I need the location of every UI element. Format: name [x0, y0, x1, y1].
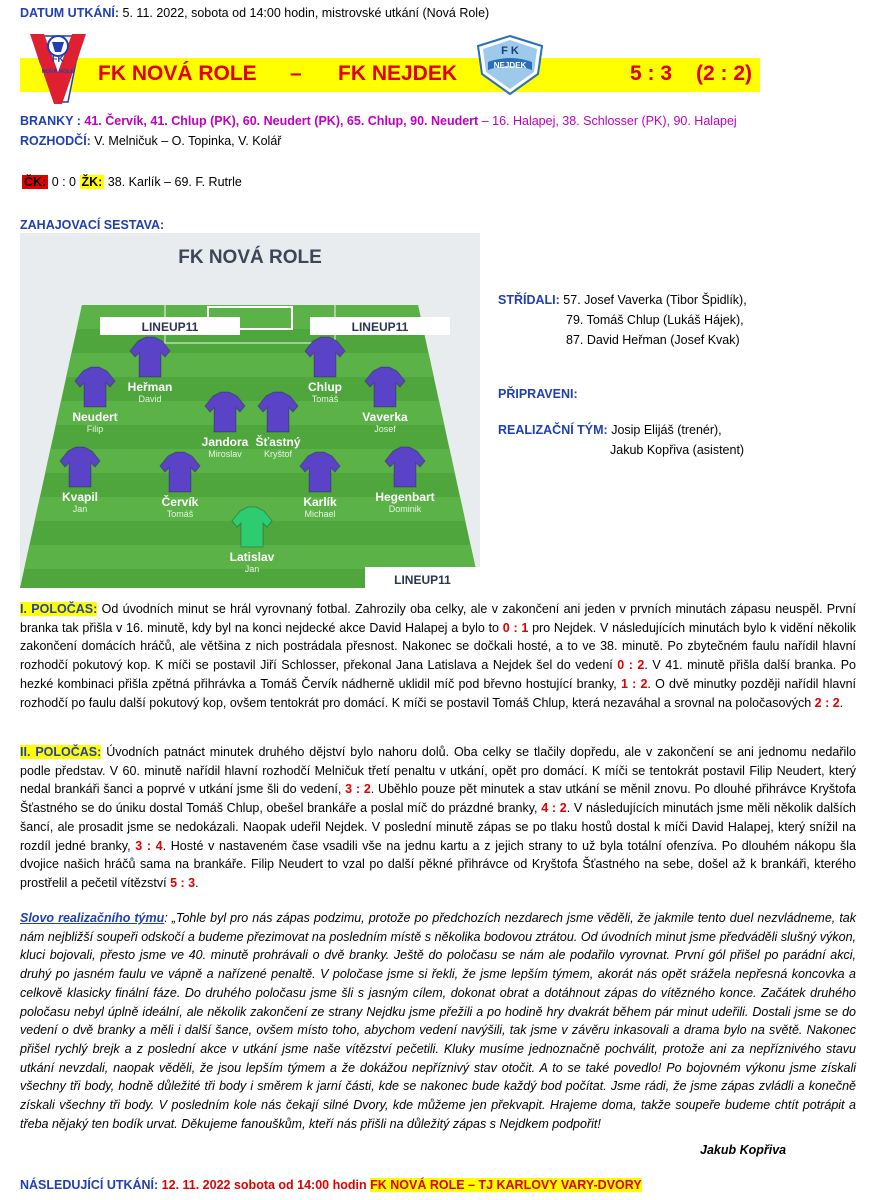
- score-mark: 5 : 3: [170, 875, 196, 890]
- next-match-label: NÁSLEDUJÍCÍ UTKÁNÍ:: [20, 1178, 159, 1192]
- player-surname: Latislav: [229, 550, 275, 564]
- report-text: . V následujících minutách jsme měli několik dalších šancí, ale prosadit jsme se nedokázali. Naopak udeřil Nejdek. V poslední minutě zápas se po tlaku hostů dostal k míči David Halapej, který snížil na rozdíl jedné branky,: [20, 801, 856, 853]
- home-logo-text: FK: [52, 54, 64, 64]
- yellow-cards-label: ŽK:: [81, 175, 103, 189]
- lineup-label: ZAHAJOVACÍ SESTAVA:: [20, 218, 165, 232]
- player-surname: Červík: [161, 495, 199, 509]
- team-member: Josip Elijáš (trenér),: [607, 423, 722, 437]
- goals-label: BRANKY :: [20, 114, 81, 128]
- brand-label: LINEUP11: [394, 573, 451, 587]
- player-surname: Neudert: [72, 410, 118, 424]
- match-date-text: 5. 11. 2022, sobota od 14:00 hodin, mistrovské utkání (Nová Role): [119, 6, 490, 20]
- player-firstname: Josef: [374, 424, 396, 434]
- player-firstname: Filip: [86, 424, 104, 434]
- side-info: [498, 290, 747, 460]
- report-text: pro Nejdek. V následujících minutách bylo k vidění několik zakončení domácích hráčů, ale většina z nich postrádala přesnost. Nakonec se dočkali hosté, a to ve 38. minutě. Po zbytečném faulu nařídil hlavní rozhodčí pokutový kop. K míči se postavil Jiří Schlosser, překonal Jana Latislava a Nejdek šel do vedení: [20, 620, 856, 673]
- next-match-teams: FK NOVÁ ROLE – TJ KARLOVY VARY-DVORY: [370, 1178, 642, 1192]
- team-dash: –: [290, 62, 302, 85]
- report-text: .: [839, 695, 844, 710]
- lineup-pitch: [20, 233, 480, 588]
- fk-nejdek-logo: [474, 34, 546, 96]
- coach-label: Slovo realizačního týmu: [20, 911, 165, 925]
- report-text: . V 41. minutě přišla další branka. Po hezké kombinaci přišla zpětná přihrávka a Tomáš Červík nádherně uklidil míč pod břevno hostující branky,: [20, 658, 856, 691]
- report-text: Od úvodních minut se hrál vyrovnaný fotbal. Zahrozily oba celky, ale v zakončení ani jeden v prvních minutách zápasu neuspěl. První branka tak přišla v 16. minutě, kdy byl na konci nejdecké akce David Halapej a bylo to: [20, 602, 856, 635]
- brand-label: LINEUP11: [141, 320, 199, 334]
- player-surname: Jandora: [201, 435, 249, 449]
- first-half-label: I. POLOČAS:: [20, 602, 98, 616]
- first-half-report: [20, 600, 856, 712]
- team-member: Jakub Kopřiva (asistent): [610, 443, 745, 457]
- match-date-line: [20, 6, 489, 20]
- match-date-label: DATUM UTKÁNÍ:: [20, 6, 120, 20]
- player-firstname: Tomáš: [311, 394, 339, 404]
- score-mark: 2 : 2: [814, 695, 840, 710]
- player-surname: Karlík: [303, 495, 337, 509]
- player-firstname: Miroslav: [208, 449, 242, 459]
- subs-item: 87. David Heřman (Josef Kvak): [566, 333, 740, 347]
- score-mark: 0 : 1: [502, 620, 529, 635]
- subs-item: 57. Josef Vaverka (Tibor Špidlík),: [559, 293, 747, 307]
- player-firstname: Michael: [304, 509, 336, 519]
- score-mark: 4 : 2: [541, 801, 567, 816]
- ready-label: PŘIPRAVENI:: [498, 387, 578, 401]
- player-firstname: Jan: [72, 504, 88, 514]
- away-logo-sub: NEJDEK: [493, 61, 527, 70]
- player-surname: Chlup: [308, 380, 342, 394]
- subs-item: 79. Tomáš Chlup (Lukáš Hájek),: [566, 313, 744, 327]
- score-mark: 0 : 2: [617, 658, 645, 673]
- final-score: 5 : 3: [630, 62, 673, 85]
- coach-signature: Jakub Kopřiva: [700, 1143, 787, 1157]
- yellow-cards-text: 38. Karlík – 69. F. Rutrle: [104, 175, 242, 189]
- away-team-name: FK NEJDEK: [338, 62, 458, 85]
- match-banner: [20, 58, 760, 92]
- goals-sep: –: [478, 114, 493, 128]
- halftime-score: (2 : 2): [696, 62, 753, 85]
- coach-statement: [20, 909, 856, 1133]
- red-cards-label: ČK:: [24, 175, 47, 189]
- away-logo-text: F K: [501, 45, 519, 57]
- brand-label: LINEUP11: [351, 320, 409, 334]
- player-firstname: David: [138, 394, 162, 404]
- player-firstname: Kryštof: [263, 449, 293, 459]
- fk-nova-role-logo: [30, 32, 86, 104]
- referees-label: ROZHODČÍ:: [20, 134, 91, 148]
- score-mark: 3 : 4: [135, 838, 163, 853]
- team-label: REALIZAČNÍ TÝM:: [498, 423, 608, 437]
- score-mark: 1 : 2: [620, 676, 648, 691]
- report-text: .: [195, 875, 199, 890]
- player-surname: Hegenbart: [375, 490, 435, 504]
- goals-home: 41. Červík, 41. Chlup (PK), 60. Neudert (PK), 65. Chlup, 90. Neudert: [80, 114, 479, 128]
- player-surname: Kvapil: [61, 490, 99, 504]
- home-team-name: FK NOVÁ ROLE: [98, 62, 257, 85]
- report-text: Úvodních patnáct minutek druhého dějství bylo nahoru dolů. Oba celky se tlačily dopředu, ale v zakončení se ani jednomu nedařilo podle představ. V 60. minutě nařídil hlavní rozhodčí Melničuk třetí penaltu v utkání, opět pro domácí. K míči se tentokrát postavil Filip Neudert, který nedal brankáři šanci a poprvé v utkání jsme šli do vedení,: [20, 745, 856, 797]
- home-logo-sub: NOVÁ ROLE: [41, 69, 75, 75]
- coach-text: : „Tohle byl pro nás zápas podzimu, protože po předchozích nezdarech jsme věděli, že jakmile tento duel nezvládneme, tak nám nejbližší soupeři odskočí a budeme přezimovat na posledním místě s několika bodovou ztrátou. Od úvodních minut jsme předváděli slušný výkon, kluci bojovali, přesto jsme ve 40. minutě prohrávali o dvě branky. Ještě do poločasu se nám ale podařilo vyrovnat. První gól přišel po parádní akci, druhý po jasném faulu ve vápně a nařízené penaltě. V poločase jsme si řekli, že jsme lepším týmem, akorát nás opět srážela nepřesná koncovka a celkově klasicky finální fáze. Do druhého poločasu jsme šli s jasným cílem, dokonat obrat a dotáhnout zápas do vítězného konce. Začátek druhého poločasu nebyl úplně ideální, ale několik zakončení ze strany Nejdku jsme přežili a po hodině hry dvakrát během pár minut udeřili. Dostali jsme se do vedení o dvě branky a měli i další šance, ovšem místo toho, abychom vedení navýšili, tak jsme v závěru inkasovali a drama bylo na světě. Nakonec přišel rychlý brejk a z poslední akce v utkání jsme naše vítězství pečetili. Kluky musíme jednoznačně pochválit, protože ani za nepříznivého stavu utkání nevzdali, naopak věděli, že jsou lepším týmem a že dokážou nepříznivý stav otočit. A to se také povedlo! Po bojovném výkonu jsme získali všechny tři body, hodně důležité tři body i směrem k jarní části, kde se nakonec bude každý bod počítat. Jsme rádi, že jsme zápas zvládli a konečně získali všechny tři body. V posledním kole nás čekají silné Dvory, kde můžeme jen překvapit. Hrajeme doma, takže soupeře budeme chtít potrápit a třeba nějaký ten bodík urvat. Děkujeme fanouškům, kteří nás přišli na důležitý zápas s Nejdkem podpořit!: [20, 911, 856, 1131]
- lineup-title: FK NOVÁ ROLE: [178, 247, 322, 268]
- report-text: . O dvě minutky později nařídil hlavní rozhodčí po faulu další pokutový kop, ovšem tentokrát pro domácí. K míči se postavil Tomáš Chlup, která nezaváhal a srovnal na poločasových: [20, 676, 857, 710]
- report-text: . Uběhlo pouze pět minutek a stav utkání se měnil znovu. Po dlouhé přihrávce Kryštofa Šťastného se do úniku dostal Tomáš Chlup, obešel brankáře a poslal míč do prázdné branky,: [20, 782, 856, 816]
- subs-label: STŘÍDALI:: [498, 293, 560, 307]
- goals-line: [20, 114, 737, 128]
- player-surname: Heřman: [127, 380, 173, 394]
- cards-line: [22, 175, 242, 189]
- player-firstname: Jan: [244, 564, 260, 574]
- second-half-label: II. POLOČAS:: [20, 745, 102, 759]
- player-surname: Šťastný: [255, 435, 301, 449]
- red-cards-text: 0 : 0: [48, 175, 80, 189]
- referees-line: [20, 134, 281, 148]
- next-match-date: 12. 11. 2022 sobota od 14:00 hodin: [158, 1178, 371, 1192]
- report-text: . Hosté v nastaveném čase vsadili vše na jednu kartu a z jejich strany to už byla totální ofenzíva. Po dlouhém nákopu šla dvojice našich hráčů sama na brankáře. Filip Neudert to vzal po další pěkné přihrávce od Kryštofa Šťastného na sebe, došel až k brankáři, kterého prostřelil a pečetil vítězství: [20, 838, 856, 890]
- referees-text: V. Melničuk – O. Topinka, V. Kolář: [90, 134, 282, 148]
- player-firstname: Tomáš: [166, 509, 194, 519]
- goals-away: 16. Halapej, 38. Schlosser (PK), 90. Halapej: [492, 114, 737, 128]
- score-mark: 3 : 2: [345, 782, 371, 797]
- player-firstname: Dominik: [388, 504, 422, 514]
- second-half-report: [20, 743, 856, 893]
- player-surname: Vaverka: [362, 410, 408, 424]
- next-match-line: [20, 1178, 642, 1192]
